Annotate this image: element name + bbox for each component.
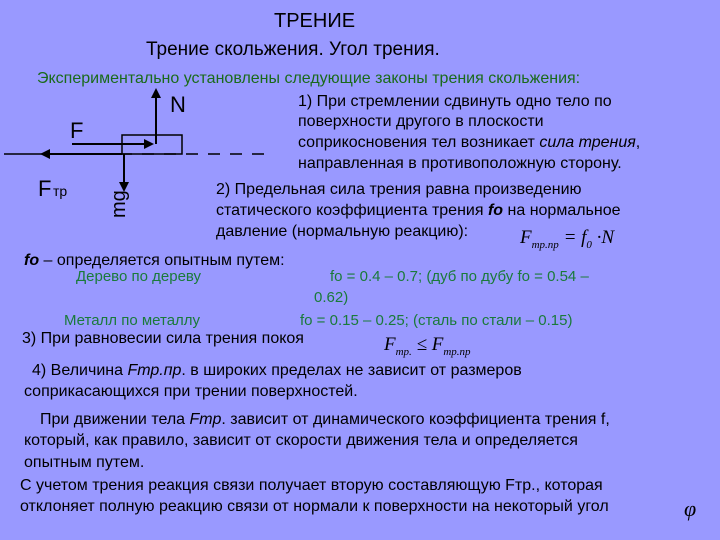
dynamic-line1-italic: Fтр xyxy=(189,411,222,428)
formula-f0-sub: 0 xyxy=(586,238,592,251)
dynamic-line2: который, как правило, зависит от скорости движения тела и определяется xyxy=(24,432,578,449)
metal-label: Металл по металлу xyxy=(64,312,201,329)
label-f: F xyxy=(70,118,84,143)
law3-formula xyxy=(384,334,471,358)
law1-line3-italic: сила трения xyxy=(539,134,636,151)
label-n: N xyxy=(170,92,186,117)
wood-value-line1: fo = 0.4 – 0.7; (дуб по дубу fo = 0.54 – xyxy=(330,268,589,285)
law3-formula-sub1: тр. xyxy=(395,345,412,358)
law1-line3-suffix: , xyxy=(635,134,641,151)
law3-formula-le: ≤ F xyxy=(411,334,444,355)
dynamic-line3: опытным путем. xyxy=(24,454,145,471)
intro-text: Экспериментально установлены следующие законы трения скольжения: xyxy=(37,70,581,87)
wood-value-line2: 0.62) xyxy=(314,289,349,306)
fo-note-text: – определяется опытным путем: xyxy=(39,252,285,269)
law4-line1-italic: Fтр.пр xyxy=(127,362,182,379)
law1-line1: 1) При стремлении сдвинуть одно тело по xyxy=(298,93,612,110)
formula-f: F xyxy=(520,227,532,248)
law2-formula xyxy=(520,227,614,251)
friction-force-arrowhead xyxy=(40,149,50,159)
fo-note-bold: fo xyxy=(24,252,40,269)
formula-rest: ·N xyxy=(591,227,615,248)
formula-f-sub: тр.пр xyxy=(531,238,559,251)
law1-line4: направленная в противоположную сторону. xyxy=(298,155,622,172)
law1-line2: поверхности другого в плоскости xyxy=(298,113,544,130)
law2-line2-suffix: на нормальное xyxy=(503,202,621,219)
applied-force-arrowhead xyxy=(144,139,154,149)
dynamic-line1-suffix: . зависит от динамического коэффициента трения f, xyxy=(221,411,610,428)
law1-line3-prefix: соприкосновения тел возникает xyxy=(298,134,540,151)
dynamic-line1 xyxy=(40,410,610,430)
slide-subtitle: Трение скольжения. Угол трения. xyxy=(146,39,440,60)
law4-line1-suffix: . в широких пределах не зависит от размеров xyxy=(181,362,522,379)
label-ftr: F xyxy=(38,176,52,201)
law2-line2-prefix: статического коэффициента трения xyxy=(216,202,488,219)
law2-line2 xyxy=(216,201,621,221)
reaction-line2: отклоняет полную реакцию связи от нормали к поверхности на некоторый угол xyxy=(20,498,609,515)
dynamic-line1-prefix: При движении тела xyxy=(40,411,190,428)
label-ftr-sub: тр xyxy=(53,183,68,199)
law2-line2-bold: fo xyxy=(487,202,504,219)
label-mg: mg xyxy=(108,190,130,218)
law2-line3: давление (нормальную реакцию): xyxy=(216,223,469,240)
slide-title: ТРЕНИЕ xyxy=(274,10,356,32)
reaction-line1: С учетом трения реакция связи получает вторую составляющую Fтр., которая xyxy=(20,477,603,494)
wood-label: Дерево по дереву xyxy=(76,268,202,285)
phi-symbol: φ xyxy=(684,496,697,521)
normal-force-arrowhead xyxy=(151,88,161,98)
formula-eq: = f xyxy=(558,227,587,248)
law3-formula-f1: F xyxy=(384,334,396,355)
law4-line1-prefix: 4) Величина xyxy=(32,362,128,379)
law4-line2: соприкасающихся при трении поверхностей. xyxy=(24,383,358,400)
metal-value: fo = 0.15 – 0.25; (сталь по стали – 0.15) xyxy=(300,312,573,329)
law4-line1 xyxy=(32,361,522,381)
law1-line3 xyxy=(298,133,640,153)
law2-line1: 2) Предельная сила трения равна произведению xyxy=(216,181,582,198)
law3-text: 3) При равновесии сила трения покоя xyxy=(22,330,304,347)
law3-formula-sub2: тр.пр xyxy=(443,345,471,358)
